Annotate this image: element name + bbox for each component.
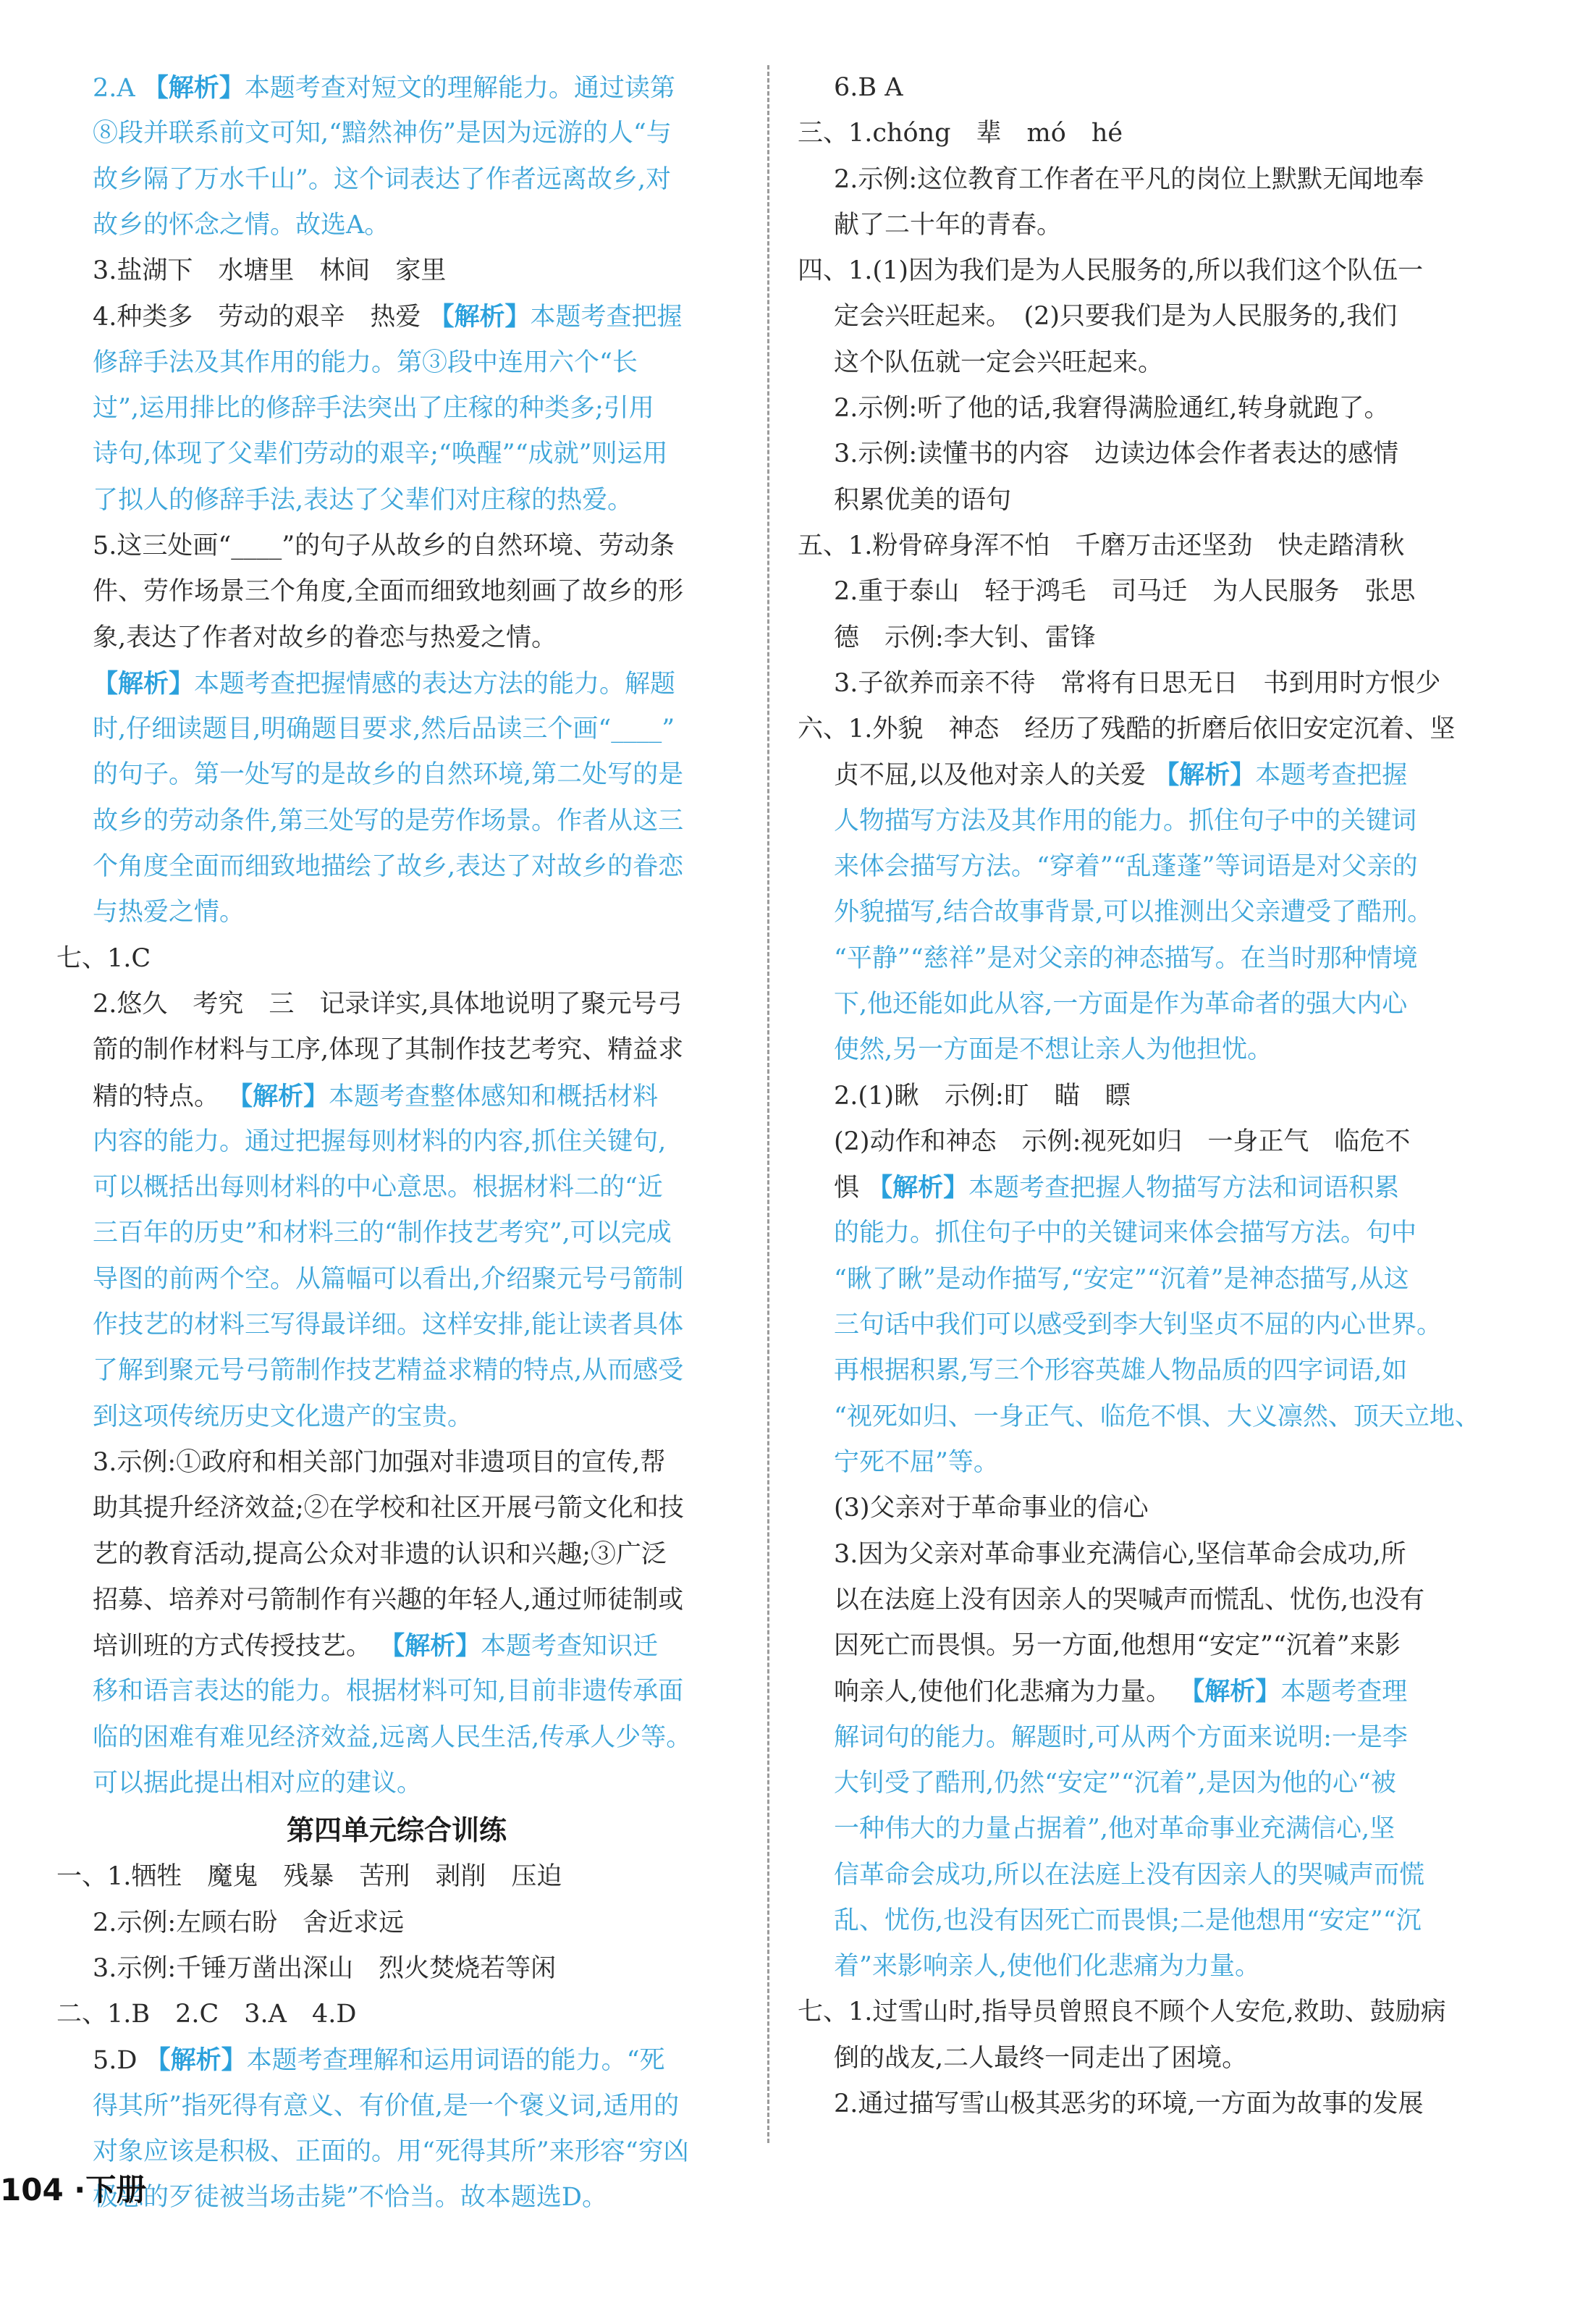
text-line: 故乡的劳动条件,第三处写的是劳作场景。作者从这三 (93, 806, 684, 835)
text-line: “瞅了瞅”是动作描写,“安定”“沉着”是神态描写,从这 (834, 1264, 1409, 1294)
text-line: 导图的前两个空。从篇幅可以看出,介绍聚元号弓箭制 (93, 1264, 684, 1294)
text-line: 着”来影响亲人,使他们化悲痛为力量。 (834, 1952, 1261, 1982)
text-line: 定会兴旺起来。 (2)只要我们是为人民服务的,我们 (834, 302, 1398, 332)
text-line: 【解析】本题考查把握情感的表达方法的能力。解题 (93, 668, 676, 699)
text-line: 积累优美的语句 (834, 485, 1012, 515)
text-line: 故乡的怀念之情。故选A。 (93, 210, 390, 240)
text-line: 的句子。第一处写的是故乡的自然环境,第二处写的是 (93, 760, 684, 790)
text-line: 外貌描写,结合故事背景,可以推测出父亲遭受了酷刑。 (834, 898, 1433, 927)
text-line: 对象应该是积极、正面的。用“死得其所”来形容“穷凶 (93, 2137, 689, 2167)
text-line: 箭的制作材料与工序,体现了其制作技艺考究、精益求 (93, 1035, 684, 1065)
text-line: 临的困难有难见经济效益,远离人民生活,传承人少等。 (93, 1722, 692, 1752)
text-line: “视死如归、一身正气、临危不惧、大义凛然、顶天立地、 (834, 1402, 1480, 1431)
text-line: 七、1.C (56, 943, 151, 973)
text-line: 个角度全面而细致地描绘了故乡,表达了对故乡的眷恋 (93, 852, 684, 882)
text-line: 内容的能力。通过把握每则材料的内容,抓住关键句, (93, 1127, 667, 1156)
text-line: 可以概括出每则材料的中心意思。根据材料二的“近 (93, 1173, 663, 1203)
text-line: 精的特点。 【解析】本题考查整体感知和概括材料 (93, 1081, 659, 1111)
text-line: 件、劳作场景三个角度,全面而细致地刻画了故乡的形 (93, 577, 684, 607)
text-line: 3.示例:读懂书的内容 边读边体会作者表达的感情 (834, 439, 1399, 469)
text-line: 2.示例:左顾右盼 舍近求远 (93, 1908, 405, 1937)
text-line: 以在法庭上没有因亲人的哭喊声而慌乱、忧伤,也没有 (834, 1585, 1425, 1615)
text-line: (2)动作和神态 示例:视死如归 一身正气 临危不 (834, 1127, 1411, 1156)
text-line: 来体会描写方法。“穿着”“乱蓬蓬”等词语是对父亲的 (834, 852, 1418, 882)
text-line: 献了二十年的青春。 (834, 210, 1063, 240)
text-line: 与热爱之情。 (93, 898, 245, 927)
text-line: 移和语言表达的能力。根据材料可知,目前非遗传承面 (93, 1677, 684, 1706)
text-line: 人物描写方法及其作用的能力。抓住句子中的关键词 (834, 806, 1417, 835)
text-line: 2.悠久 考究 三 记录详实,具体地说明了聚元号弓 (93, 989, 683, 1019)
text-line: 信革命会成功,所以在法庭上没有因亲人的哭喊声而慌 (834, 1860, 1425, 1890)
text-line: 5.这三处画“____”的句子从故乡的自然环境、劳动条 (93, 531, 675, 560)
text-line: 助其提升经济效益;②在学校和社区开展弓箭文化和技 (93, 1494, 684, 1523)
text-line: 这个队伍就一定会兴旺起来。 (834, 348, 1164, 377)
text-line: 2.(1)瞅 示例:盯 瞄 瞟 (834, 1081, 1131, 1111)
text-line: 因死亡而畏惧。另一方面,他想用“安定”“沉着”来影 (834, 1631, 1401, 1661)
text-line: 诗句,体现了父辈们劳动的艰辛;“唤醒”“成就”则运用 (93, 439, 668, 469)
text-line: 象,表达了作者对故乡的眷恋与热爱之情。 (93, 623, 557, 652)
text-line: 四、1.(1)因为我们是为人民服务的,所以我们这个队伍一 (798, 256, 1424, 286)
text-line: 3.示例:①政府和相关部门加强对非遗项目的宣传,帮 (93, 1447, 666, 1477)
text-line: 得其所”指死得有意义、有价值,是一个褒义词,适用的 (93, 2091, 680, 2121)
text-line: 七、1.过雪山时,指导员曾照良不顾个人安危,救助、鼓励病 (798, 1998, 1446, 2027)
text-line: 使然,另一方面是不想让亲人为他担忧。 (834, 1035, 1273, 1065)
text-line: 惧 【解析】本题考查把握人物描写方法和词语积累 (834, 1173, 1400, 1203)
text-line: 故乡隔了万水千山”。这个词表达了作者远离故乡,对 (93, 164, 672, 194)
text-line: 3.盐湖下 水塘里 林间 家里 (93, 256, 447, 286)
text-line: “平静”“慈祥”是对父亲的神态描写。在当时那种情境 (834, 943, 1418, 973)
text-line: ⑧段并联系前文可知,“黯然神伤”是因为远游的人“与 (93, 119, 672, 148)
text-line: 的能力。抓住句子中的关键词来体会描写方法。句中 (834, 1218, 1417, 1248)
page-footer: 104 ·下册 (0, 2172, 147, 2207)
text-line: 5.D 【解析】本题考查理解和运用词语的能力。“死 (93, 2045, 665, 2076)
text-line: (3)父亲对于革命事业的信心 (834, 1494, 1149, 1523)
text-line: 3.子欲养而亲不待 常将有日思无日 书到用时方恨少 (834, 668, 1441, 698)
text-line: 作技艺的材料三写得最详细。这样安排,能让读者具体 (93, 1310, 684, 1340)
text-line: 到这项传统历史文化遗产的宝贵。 (93, 1402, 473, 1431)
text-line: 倒的战友,二人最终一同走出了困境。 (834, 2043, 1248, 2073)
text-line: 可以据此提出相对应的建议。 (93, 1768, 423, 1798)
text-line: 乱、忧伤,也没有因死亡而畏惧;二是他想用“安定”“沉 (834, 1906, 1422, 1935)
text-line: 三百年的历史”和材料三的“制作技艺考究”,可以完成 (93, 1218, 672, 1248)
column-divider (767, 65, 769, 2143)
text-line: 时,仔细读题目,明确题目要求,然后品读三个画“____” (93, 715, 675, 744)
text-line: 4.种类多 劳动的艰辛 热爱 【解析】本题考查把握 (93, 302, 683, 332)
text-line: 响亲人,使他们化悲痛为力量。 【解析】本题考查理 (834, 1677, 1408, 1707)
text-line: 了拟人的修辞手法,表达了父辈们对庄稼的热爱。 (93, 485, 633, 515)
text-line: 2.A 【解析】本题考查对短文的理解能力。通过读第 (93, 73, 675, 103)
text-line: 二、1.B 2.C 3.A 4.D (56, 2000, 357, 2029)
text-line: 2.重于泰山 轻于鸿毛 司马迁 为人民服务 张思 (834, 577, 1416, 607)
text-line: 三句话中我们可以感受到李大钊坚贞不屈的内心世界。 (834, 1310, 1443, 1340)
text-line: 下,他还能如此从容,一方面是作为革命者的强大内心 (834, 989, 1408, 1019)
text-line: 了解到聚元号弓箭制作技艺精益求精的特点,从而感受 (93, 1356, 684, 1386)
text-line: 五、1.粉骨碎身浑不怕 千磨万击还坚劲 快走踏清秋 (798, 531, 1405, 560)
text-line: 六、1.外貌 神态 经历了残酷的折磨后依旧安定沉着、坚 (798, 715, 1456, 744)
text-line: 培训班的方式传授技艺。 【解析】本题考查知识迁 (93, 1631, 659, 1662)
text-line: 贞不屈,以及他对亲人的关爱 【解析】本题考查把握 (834, 760, 1408, 791)
text-line: 再根据积累,写三个形容英雄人物品质的四字词语,如 (834, 1356, 1408, 1386)
left-column (56, 65, 737, 2221)
text-line: 3.示例:千锤万凿出深山 烈火焚烧若等闲 (93, 1953, 557, 1983)
text-line: 2.示例:这位教育工作者在平凡的岗位上默默无闻地奉 (834, 164, 1424, 194)
text-line: 一、1.牺牲 魔鬼 残暴 苦刑 剥削 压迫 (56, 1862, 562, 1892)
text-line: 三、1.chóng 辈 mó hé (798, 119, 1123, 148)
text-line: 艺的教育活动,提高公众对非遗的认识和兴趣;③广泛 (93, 1539, 667, 1569)
text-line: 修辞手法及其作用的能力。第③段中连用六个“长 (93, 348, 638, 377)
text-line: 宁死不屈”等。 (834, 1447, 999, 1477)
text-line: 大钊受了酷刑,仍然“安定”“沉着”,是因为他的心“被 (834, 1768, 1396, 1798)
section-title: 第四单元综合训练 (286, 1814, 507, 1847)
text-line: 解词句的能力。解题时,可从两个方面来说明:一是李 (834, 1722, 1408, 1752)
text-line: 一种伟大的力量占据着”,他对革命事业充满信心,坚 (834, 1814, 1396, 1844)
text-line: 3.因为父亲对革命事业充满信心,坚信革命会成功,所 (834, 1539, 1406, 1569)
text-line: 2.通过描写雪山极其恶劣的环境,一方面为故事的发展 (834, 2089, 1424, 2119)
right-column (798, 65, 1521, 2127)
text-line: 德 示例:李大钊、雷锋 (834, 623, 1096, 652)
text-line: 过”,运用排比的修辞手法突出了庄稼的种类多;引用 (93, 394, 654, 424)
text-line: 2.示例:听了他的话,我窘得满脸通红,转身就跑了。 (834, 394, 1390, 424)
text-line: 极恶的歹徒被当场击毙”不恰当。故本题选D。 (93, 2183, 607, 2213)
text-line: 6.B A (834, 73, 903, 102)
text-line: 招募、培养对弓箭制作有兴趣的年轻人,通过师徒制或 (93, 1585, 684, 1615)
